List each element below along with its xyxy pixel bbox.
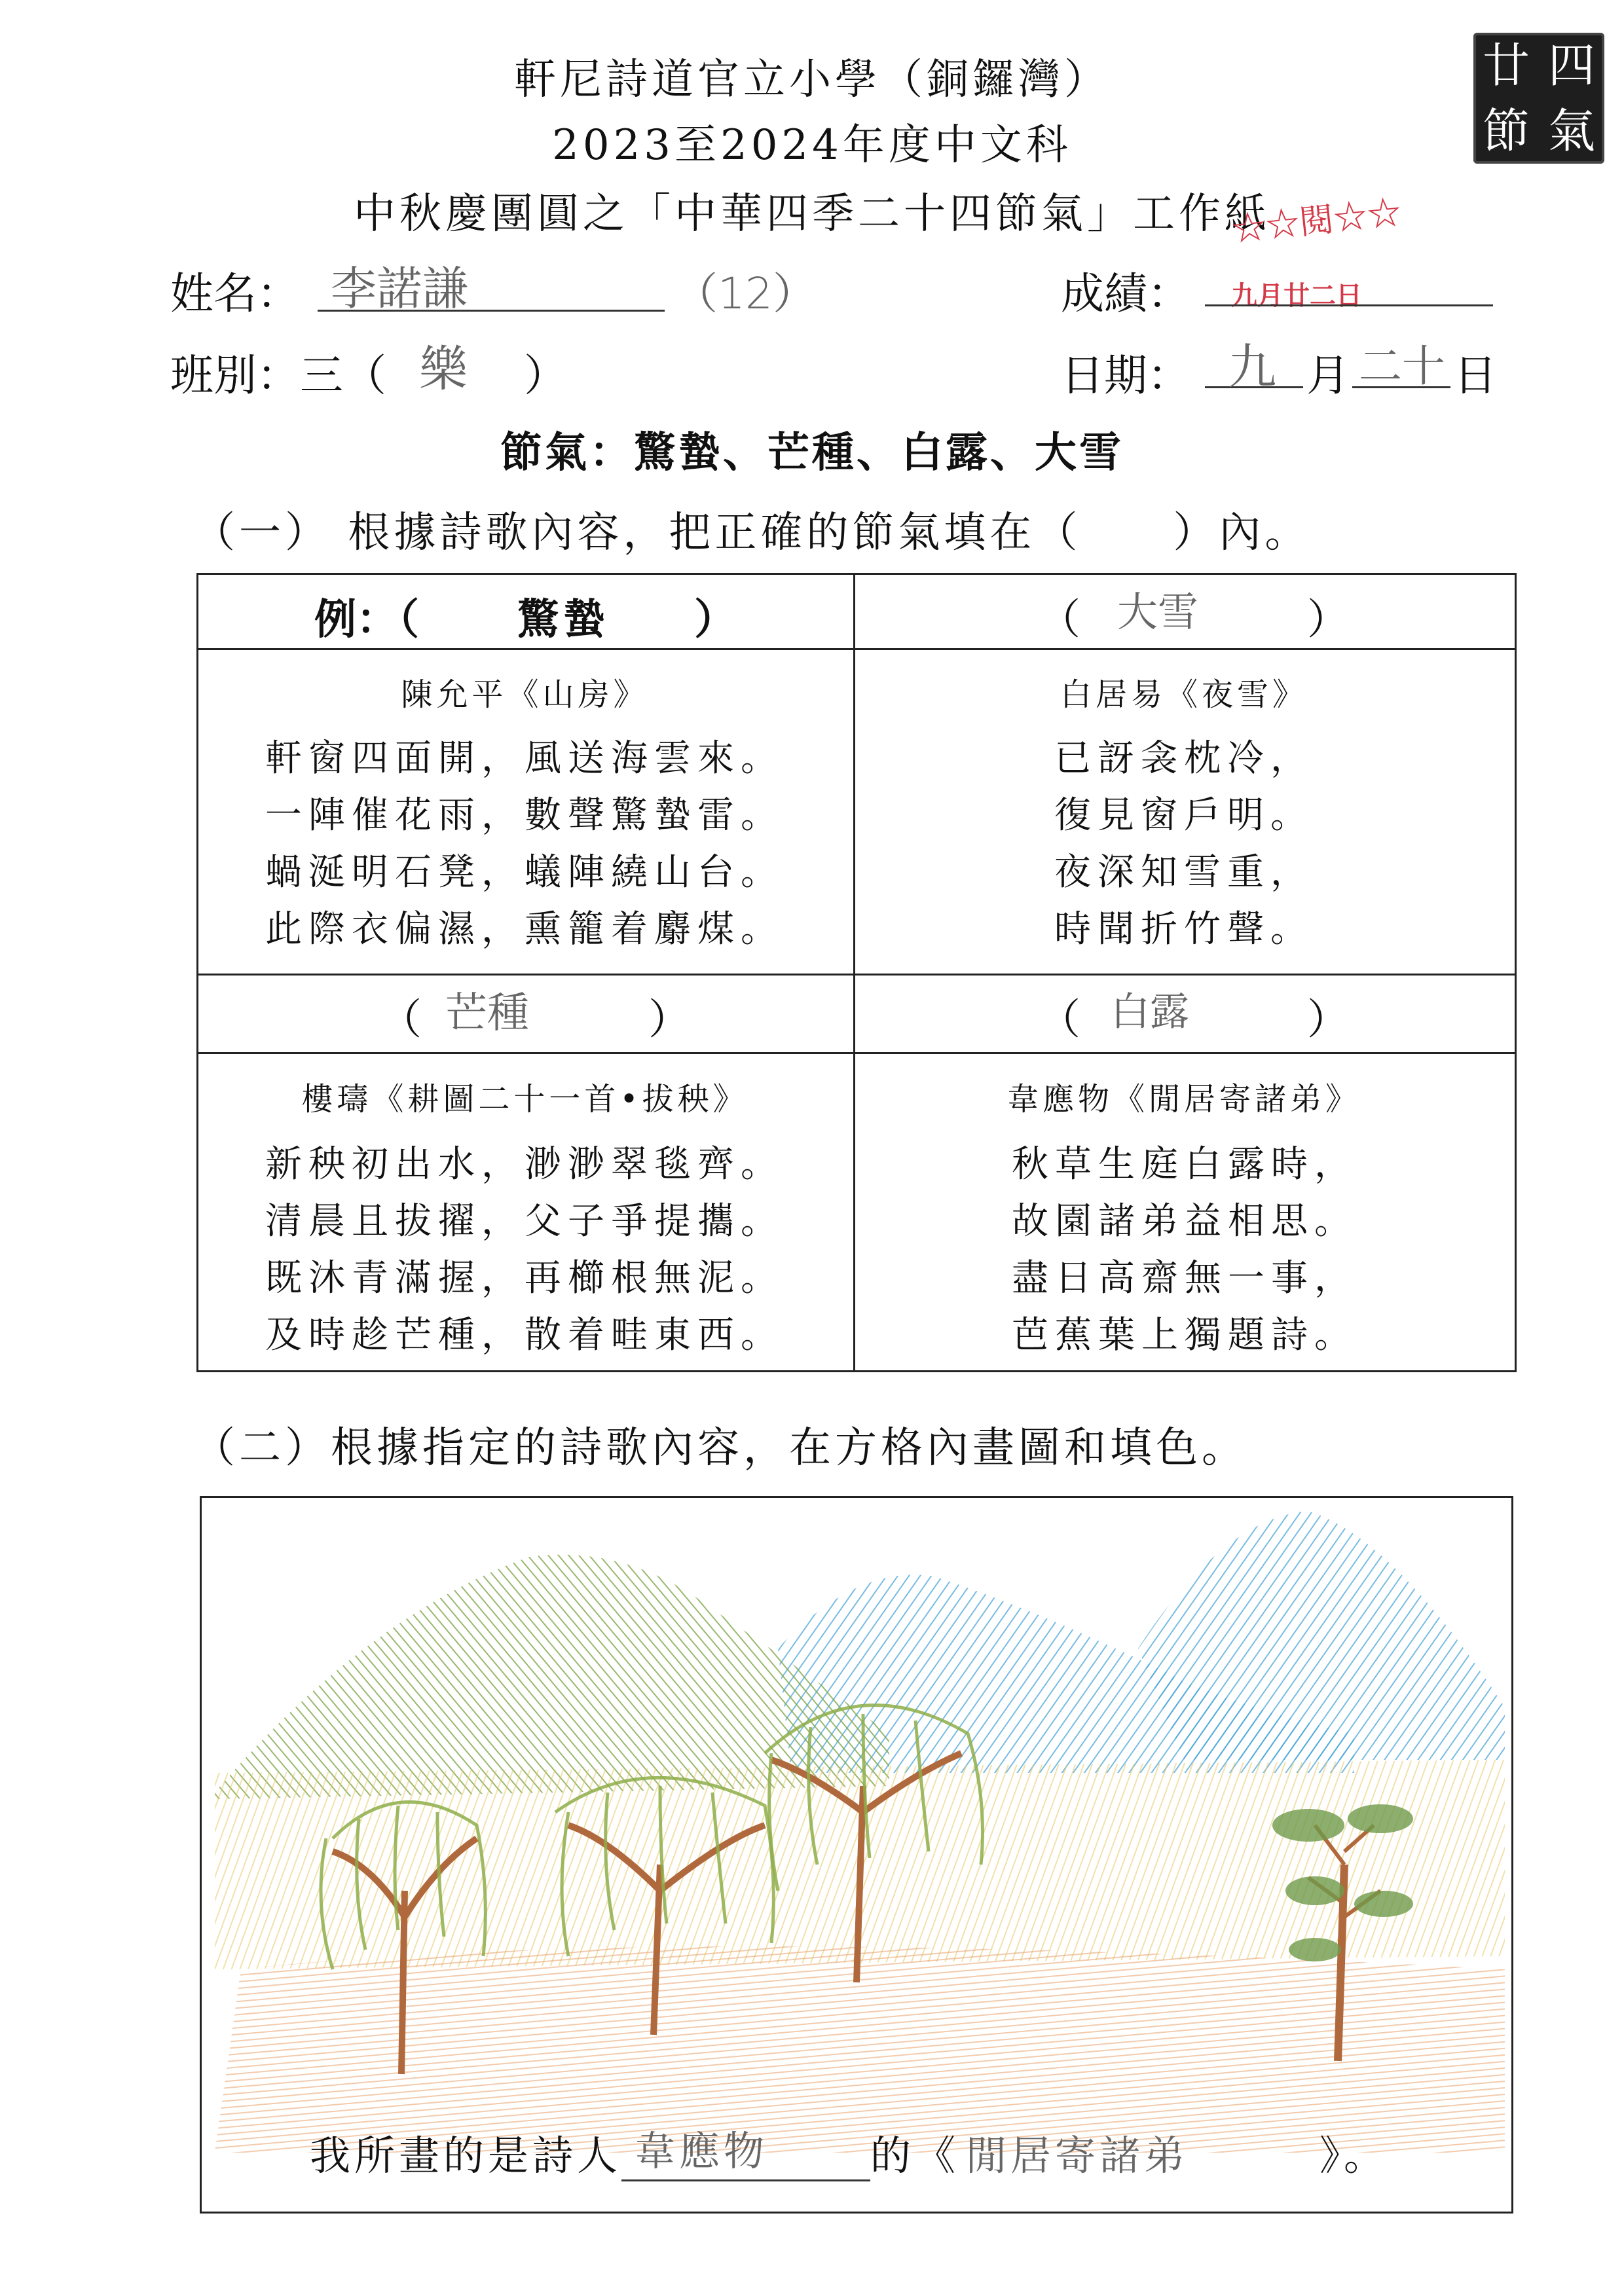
date-day-unit: 日 <box>1454 350 1497 401</box>
poet-field[interactable] <box>621 2127 870 2181</box>
poem-body <box>265 730 784 958</box>
grade-label: 成績： <box>1061 268 1190 319</box>
poem-line: 芭蕉葉上獨題詩。 <box>1012 1314 1357 1357</box>
caption-end: 》。 <box>1320 2132 1389 2179</box>
worksheet-title: 中秋慶團圓之「中華四季二十四節氣」工作紙 <box>354 190 1270 238</box>
date-day-value: 二十 <box>1359 341 1445 392</box>
answer-close: ） <box>1307 996 1349 1044</box>
stamp-char: 廿 <box>1482 38 1530 93</box>
crayon-drawing <box>202 1498 1511 2212</box>
date-month-unit: 月 <box>1306 350 1350 401</box>
poem-author-title: 樓璹《耕圖二十一首•拔秧》 <box>301 1081 748 1118</box>
date-month-value: 九 <box>1228 339 1276 395</box>
class-number: （12） <box>674 268 816 319</box>
answer-example-value: 驚蟄 <box>517 595 609 644</box>
caption-mid: 的《 <box>870 2132 960 2179</box>
drawing-caption <box>310 2123 1388 2181</box>
poem-line: 清晨且拔擢，父子爭提攜。 <box>265 1200 784 1243</box>
poem-title-value: 閒居寄諸弟 <box>966 2132 1189 2179</box>
academic-year: 2023至2024年度中文科 <box>552 121 1072 170</box>
school-name: 軒尼詩道官立小學（銅鑼灣） <box>514 56 1110 104</box>
poem-line: 蝸涎明石凳，蟻陣繞山台。 <box>265 851 784 894</box>
answer-close: ） <box>1307 596 1349 644</box>
poem-line: 夜深知雪重， <box>1054 851 1314 894</box>
answer-open: （ <box>380 996 422 1044</box>
poem-line: 新秧初出水，渺渺翠毯齊。 <box>265 1143 784 1186</box>
poem-line: 及時趁芒種，散着畦東西。 <box>265 1314 784 1357</box>
poem-author-title: 韋應物《閒居寄諸弟》 <box>1006 1081 1361 1118</box>
answer-close: ） <box>648 996 690 1044</box>
poem-body <box>265 1136 784 1364</box>
class-value: 樂 <box>419 341 468 397</box>
answer-handwritten: 芒種 <box>445 989 529 1038</box>
poem-line: 軒窗四面開，風送海雲來。 <box>265 737 784 780</box>
stamp-char: 節 <box>1482 103 1530 158</box>
topic-heading: 節氣：驚蟄、芒種、白露、大雪 <box>500 428 1124 477</box>
marking-date: 九月廿二日 <box>1231 280 1362 311</box>
class-close: ） <box>524 350 567 401</box>
poem-author-title: 白居易《夜雪》 <box>1060 676 1308 713</box>
poem-line: 復見窗戶明。 <box>1054 794 1314 837</box>
name-value: 李諾謙 <box>331 262 468 316</box>
solar-terms-stamp-logo <box>1473 33 1604 164</box>
answer-cell-4[interactable] <box>855 983 1513 1049</box>
class-label: 班別：三（ <box>170 350 386 401</box>
poem-body <box>1012 1136 1357 1364</box>
drawing-box[interactable] <box>200 1496 1513 2214</box>
name-label: 姓名： <box>170 268 300 319</box>
name-field[interactable] <box>318 259 665 316</box>
poem-line: 此際衣偏濕，熏籠着麝煤。 <box>265 908 784 951</box>
answer-open: （ <box>1039 596 1080 644</box>
stamp-char: 四 <box>1547 38 1595 93</box>
grade-field[interactable] <box>1205 259 1493 306</box>
poem-line: 已訝衾枕冷， <box>1054 737 1314 780</box>
poem-line: 一陣催花雨，數聲驚蟄雷。 <box>265 794 784 837</box>
date-month-field[interactable] <box>1205 334 1303 395</box>
answer-cell-example <box>196 586 853 645</box>
stamp-char: 氣 <box>1547 103 1595 158</box>
date-day-field[interactable] <box>1352 334 1450 392</box>
answer-open: 例：（ <box>314 595 419 644</box>
poem-line: 盡日高齋無一事， <box>1012 1257 1357 1300</box>
poet-value: 韋應物 <box>635 2127 769 2175</box>
answer-cell-2[interactable] <box>855 586 1513 645</box>
poem-line: 時聞折竹聲。 <box>1054 908 1314 951</box>
poem-line: 既沐青滿握，再櫛根無泥。 <box>265 1257 784 1300</box>
answer-handwritten: 大雪 <box>1117 588 1199 636</box>
answer-handwritten: 白露 <box>1111 989 1189 1035</box>
section2-instruction: （二）根據指定的詩歌內容，在方格內畫圖和填色。 <box>193 1424 1247 1472</box>
poem-line: 故園諸弟益相思。 <box>1012 1200 1357 1243</box>
poem-body <box>1054 730 1314 958</box>
date-label: 日期： <box>1061 350 1190 401</box>
answer-close: ） <box>694 595 736 644</box>
green-mountain <box>215 1555 889 1799</box>
answer-open: （ <box>1039 996 1080 1044</box>
poem-author-title: 陳允平《山房》 <box>401 676 649 713</box>
caption-prefix: 我所畫的是詩人 <box>310 2132 622 2179</box>
poem-line: 秋草生庭白露時， <box>1012 1143 1357 1186</box>
read-stamp-stars: ☆☆閱☆☆ <box>1230 192 1404 250</box>
answer-cell-3[interactable] <box>196 983 853 1049</box>
section1-instruction: （一） 根據詩歌內容，把正確的節氣填在（ ）內。 <box>193 509 1311 557</box>
